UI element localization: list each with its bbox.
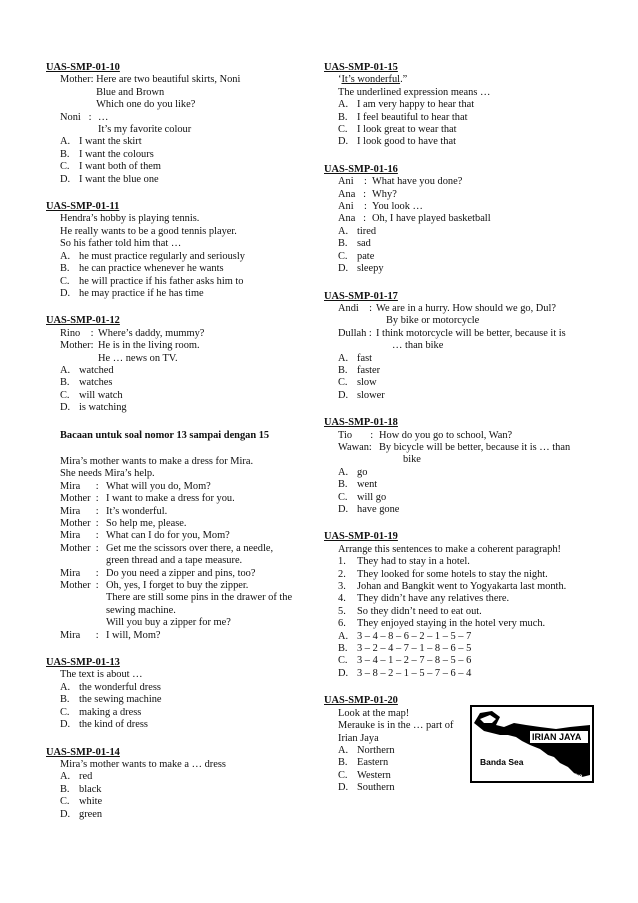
dialog-line: [46, 493, 308, 505]
section-heading: Bacaan untuk soal nomor 13 sampai dengan 15: [60, 429, 270, 441]
dialog-line: [46, 328, 308, 340]
passage-intro: She needs Mira’s help.: [60, 468, 155, 480]
option-b[interactable]: B. faster: [338, 364, 381, 376]
option-d[interactable]: D. green: [60, 808, 103, 820]
right-column: [324, 62, 594, 810]
dialog-speaker: Tio :: [338, 429, 376, 441]
option-d[interactable]: D. he may practice if he has time: [60, 287, 204, 299]
dialog-text: By bicycle will be better, because it is … than: [379, 441, 571, 453]
dialog-line: [46, 630, 308, 642]
dialog-speaker: Ana :: [338, 213, 369, 225]
left-column: [46, 62, 308, 836]
dialog-text: I think motorcycle will be better, because it is: [376, 327, 566, 339]
dialog-text: … than bike: [392, 340, 444, 352]
question-15: [324, 62, 594, 149]
dialog-line: [324, 442, 594, 467]
option-c[interactable]: C. Western: [338, 769, 391, 781]
dialog-text: There are still some pins in the drawer of the: [106, 592, 293, 604]
city-label: Merauke: [556, 772, 583, 780]
dialog-line: [46, 580, 308, 630]
option-d[interactable]: D. sleepy: [338, 263, 384, 275]
option-a[interactable]: A. I am very happy to hear that: [338, 99, 475, 111]
sentence-item: 1. They had to stay in a hotel.: [338, 556, 470, 568]
option-b[interactable]: B. sad: [338, 238, 371, 250]
question-title: UAS-SMP-01-19: [324, 531, 398, 543]
dialog-text: How do you go to school, Wan?: [379, 429, 513, 441]
city-marker: [566, 769, 569, 772]
dialog-text: Will you buy a zipper for me?: [106, 617, 231, 629]
option-d[interactable]: D. I want the blue one: [60, 173, 159, 185]
dialog-speaker: Mother :: [60, 580, 102, 592]
question-13: [46, 657, 308, 731]
option-a[interactable]: A. tired: [338, 225, 377, 237]
dialog-text: Here are two beautiful skirts, Noni: [96, 74, 241, 86]
option-a[interactable]: A. Northern: [338, 744, 395, 756]
option-a[interactable]: A. watched: [60, 364, 114, 376]
dialog-line: [46, 518, 308, 530]
option-a[interactable]: A. I want the skirt: [60, 136, 142, 148]
dialog-speaker: Mother:: [60, 74, 97, 86]
dialog-text: Get me the scissors over there, a needle,: [106, 542, 274, 554]
dialog-speaker: Mira :: [60, 629, 102, 641]
question-title: UAS-SMP-01-12: [46, 315, 120, 327]
dialog-text: Which one do you like?: [96, 99, 196, 111]
irian-jaya-map: [470, 705, 594, 783]
option-d[interactable]: D. slower: [338, 389, 385, 401]
option-c[interactable]: C. making a dress: [60, 706, 142, 718]
underlined-expression: It’s wonderful: [341, 74, 401, 86]
option-a[interactable]: A. red: [60, 771, 93, 783]
question-title: UAS-SMP-01-14: [46, 746, 120, 758]
question-stem: Arrange this sentences to make a coherent paragraph!: [338, 543, 562, 555]
dialog-line: [46, 543, 308, 568]
dialog-speaker: Mira :: [60, 480, 102, 492]
question-10: [46, 62, 308, 186]
option-b[interactable]: B. I want the colours: [60, 148, 154, 160]
dialog-speaker: Rino :: [60, 327, 97, 339]
dialog-line: [46, 530, 308, 542]
question-14: [46, 747, 308, 821]
option-b[interactable]: B. he can practice whenever he wants: [60, 263, 224, 275]
question-11: [46, 201, 308, 300]
sentence-item: 6. They enjoyed staying in the hotel very much.: [338, 618, 546, 630]
question-title: UAS-SMP-01-17: [324, 290, 398, 302]
dialog-speaker: Ana :: [338, 188, 369, 200]
dialog-text: It’s wonderful.: [106, 505, 168, 517]
question-stem: The underlined expression means …: [338, 86, 491, 98]
option-a[interactable]: A. fast: [338, 352, 373, 364]
question-stem: Merauke is in the … part of: [338, 720, 454, 732]
sentence-item: 2. They looked for some hotels to stay the night.: [338, 568, 548, 580]
question-stem: Hendra’s hobby is playing tennis.: [60, 213, 200, 225]
dialog-line: [46, 112, 308, 137]
option-d[interactable]: D. 3 – 8 – 2 – 1 – 5 – 7 – 6 – 4: [338, 667, 472, 679]
dialog-text: He is in the living room.: [98, 340, 200, 352]
option-b[interactable]: B. went: [338, 479, 378, 491]
option-b[interactable]: B. black: [60, 783, 102, 795]
dialog-text: We are in a hurry. How should we go, Dul?: [376, 302, 556, 314]
question-title: UAS-SMP-01-16: [324, 163, 398, 175]
dialog-text: Why?: [372, 188, 397, 200]
reading-passage: [46, 456, 308, 642]
dialog-speaker: Mother :: [60, 542, 102, 554]
dialog-speaker: Mira :: [60, 530, 102, 542]
dialog-text: I will, Mom?: [106, 629, 161, 641]
option-c[interactable]: C. pate: [338, 250, 375, 262]
question-title: UAS-SMP-01-20: [324, 695, 398, 707]
dialog-speaker: Noni :: [60, 111, 95, 123]
option-c[interactable]: C. will watch: [60, 389, 123, 401]
dialog-text: I want to make a dress for you.: [106, 493, 235, 505]
dialog-text: By bike or motorcycle: [386, 315, 480, 327]
option-b[interactable]: B. Eastern: [338, 757, 389, 769]
dialog-speaker: Mother :: [60, 493, 102, 505]
dialog-line: [46, 568, 308, 580]
question-17: [324, 291, 594, 403]
dialog-text: green thread and a tape measure.: [106, 555, 243, 567]
sentence-item: 5. So they didn’t need to eat out.: [338, 605, 482, 617]
dialog-text: Oh, yes, I forget to buy the zipper.: [106, 580, 249, 592]
dialog-speaker: Ani :: [338, 176, 370, 188]
sentence-item: 3. Johan and Bangkit went to Yogyakarta last month.: [338, 581, 567, 593]
dialog-text: What can I do for you, Mom?: [106, 530, 230, 542]
region-label: IRIAN JAYA: [532, 731, 582, 742]
question-18: [324, 417, 594, 516]
dialog-line: [46, 506, 308, 518]
question-stem: Look at the map!: [338, 707, 410, 719]
dialog-line: [324, 176, 594, 188]
option-b[interactable]: B. the sewing machine: [60, 694, 162, 706]
option-b[interactable]: B. 3 – 2 – 4 – 7 – 1 – 8 – 6 – 5: [338, 643, 472, 655]
dialog-line: [324, 213, 594, 225]
question-16: [324, 164, 594, 276]
option-d[interactable]: D. I look good to have that: [338, 136, 456, 148]
dialog-text: sewing machine.: [106, 604, 176, 616]
question-title: UAS-SMP-01-18: [324, 417, 398, 429]
question-stem: Mira’s mother wants to make a … dress: [60, 758, 226, 770]
question-title: UAS-SMP-01-13: [46, 657, 120, 669]
question-stem: Irian Jaya: [338, 732, 379, 744]
dialog-text: Do you need a zipper and pins, too?: [106, 567, 256, 579]
option-d[interactable]: D. have gone: [338, 504, 400, 515]
option-a[interactable]: A. go: [338, 466, 368, 478]
option-d[interactable]: D. is watching: [60, 402, 127, 414]
question-stem: He really wants to be a good tennis player.: [60, 225, 237, 237]
dialog-line: [46, 340, 308, 365]
dialog-speaker: Mother :: [60, 518, 102, 529]
option-c[interactable]: C. 3 – 4 – 1 – 2 – 7 – 8 – 5 – 6: [338, 655, 472, 667]
dialog-line: [324, 189, 594, 201]
dialog-speaker: Dullah :: [338, 327, 375, 339]
quoted-expression: ‘It’s wonderful.”: [338, 74, 408, 86]
dialog-speaker: Ani :: [338, 201, 370, 213]
question-stem: The text is about …: [60, 669, 143, 681]
dialog-line: [46, 481, 308, 493]
question-title: UAS-SMP-01-11: [46, 201, 120, 213]
dialog-speaker: Mira :: [60, 505, 102, 517]
question-title: UAS-SMP-01-10: [46, 62, 120, 73]
option-c[interactable]: C. I look great to wear that: [338, 124, 457, 136]
option-a[interactable]: A. he must practice regularly and seriously: [60, 250, 245, 262]
option-c[interactable]: C. slow: [338, 377, 377, 389]
dialog-speaker: Andi :: [338, 302, 375, 314]
sea-label: Banda Sea: [480, 756, 524, 767]
dialog-text: So help me, please.: [106, 518, 187, 529]
dialog-speaker: Mira :: [60, 567, 102, 579]
question-title: UAS-SMP-01-15: [324, 62, 398, 73]
option-a[interactable]: A. the wonderful dress: [60, 681, 161, 693]
option-d[interactable]: D. Southern: [338, 782, 395, 794]
dialog-text: Oh, I have played basketball: [372, 213, 491, 225]
question-19: [324, 531, 594, 680]
question-20: [324, 695, 594, 794]
option-b[interactable]: B. watches: [60, 377, 113, 389]
option-c[interactable]: C. I want both of them: [60, 161, 161, 173]
dialog-text: What will you do, Mom?: [106, 480, 211, 492]
dialog-text: What have you done?: [372, 176, 463, 188]
dialog-line: [324, 430, 594, 442]
dialog-line: [324, 201, 594, 213]
option-b[interactable]: B. I feel beautiful to hear that: [338, 111, 468, 123]
option-a[interactable]: A. 3 – 4 – 8 – 6 – 2 – 1 – 5 – 7: [338, 630, 472, 642]
dialog-line: [46, 74, 308, 111]
sentence-item: 4. They didn’t have any relatives there.: [338, 593, 510, 605]
option-c[interactable]: C. white: [60, 796, 103, 808]
dialog-line: [324, 303, 594, 328]
question-stem: So his father told him that …: [60, 238, 182, 250]
dialog-speaker: Wawan:: [338, 441, 375, 453]
dialog-text: He … news on TV.: [98, 352, 178, 364]
option-c[interactable]: C. he will practice if his father asks him to: [60, 275, 244, 287]
dialog-line: [324, 328, 594, 353]
dialog-text: Where’s daddy, mummy?: [98, 327, 205, 339]
dialog-text: Blue and Brown: [96, 86, 165, 98]
question-12: [46, 315, 308, 414]
option-c[interactable]: C. will go: [338, 491, 387, 503]
dialog-text: You look …: [372, 201, 423, 213]
option-d[interactable]: D. the kind of dress: [60, 719, 148, 731]
passage-intro: Mira’s mother wants to make a dress for Mira.: [60, 455, 254, 467]
dialog-text: …: [98, 111, 109, 123]
dialog-text: It’s my favorite colour: [98, 124, 192, 136]
dialog-speaker: Mother:: [60, 340, 97, 352]
dialog-text: bike: [403, 454, 421, 466]
